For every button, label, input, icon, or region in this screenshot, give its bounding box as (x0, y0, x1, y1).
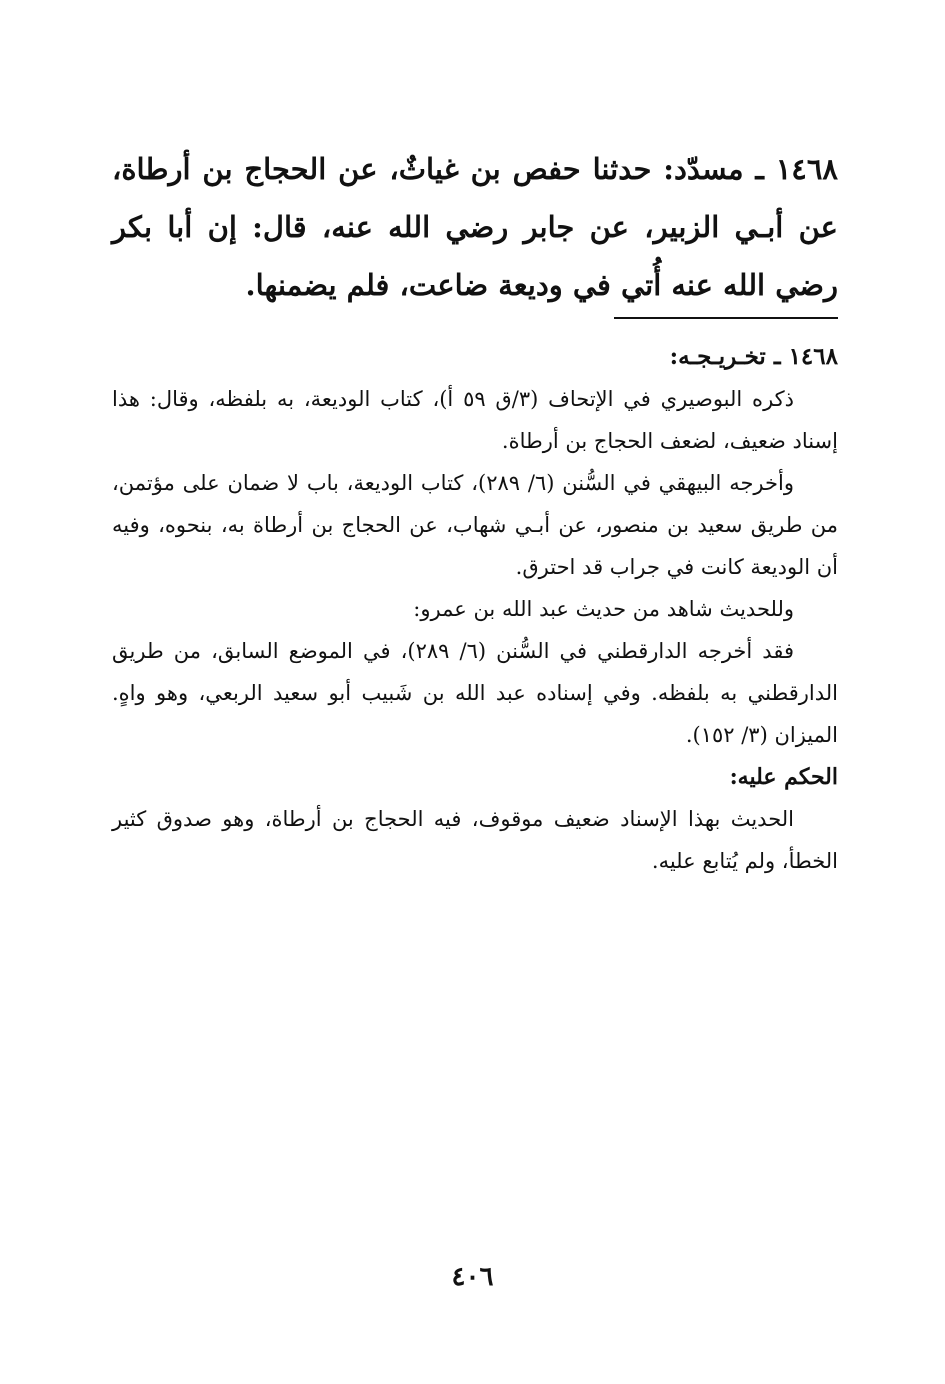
footnote-separator (614, 317, 838, 319)
ruling-text: الحديث بهذا الإسناد ضعيف موقوف، فيه الحجاج بن أرطاة، وهو صدوق كثير الخطأ، ولم يُتابع عليه. (112, 807, 838, 873)
page-number: ٤٠٦ (451, 1262, 494, 1292)
takhrij-paragraph-1: ذكره البوصيري في الإتحاف (٣/ق ٥٩ أ)، كتاب الوديعة، به بلفظه، وقال: هذا إسناد ضعيف، لضعف الحجاج بن أرطاة. (112, 387, 838, 453)
footnotes-block (112, 336, 838, 882)
takhrij-heading: ١٤٦٨ ـ تخـريـجـه: (669, 343, 838, 370)
hadith-text-block (112, 140, 838, 314)
takhrij-paragraph-4: فقد أخرجه الدارقطني في السُّنن (٦/ ٢٨٩)، في الموضع السابق، من طريق الدارقطني به بلفظه. وفي إسناده عبد الله بن شَبيب أبو سعيد الربعي، وهو واهٍ. الميزان (٣/ ١٥٢). (112, 639, 838, 747)
takhrij-paragraph-2: وأخرجه البيهقي في السُّنن (٦/ ٢٨٩)، كتاب الوديعة، باب لا ضمان على مؤتمن، من طريق سعيد بن منصور، عن أبـي شهاب، عن الحجاج بن أرطاة به، بنحوه، وفيه أن الوديعة كانت في جراب قد احترق. (112, 471, 838, 579)
ruling-heading: الحكم عليه: (729, 764, 838, 790)
takhrij-paragraph-3: وللحديث شاهد من حديث عبد الله بن عمرو: (413, 597, 794, 621)
hadith-text: ١٤٦٨ ـ مسدّد: حدثنا حفص بن غياثٌ، عن الحجاج بن أرطاة، عن أبـي الزبير، عن جابر رضي الله عنه، قال: إن أبا بكر رضي الله عنه أُتي في وديعة ضاعت، فلم يضمنها. (112, 152, 838, 302)
